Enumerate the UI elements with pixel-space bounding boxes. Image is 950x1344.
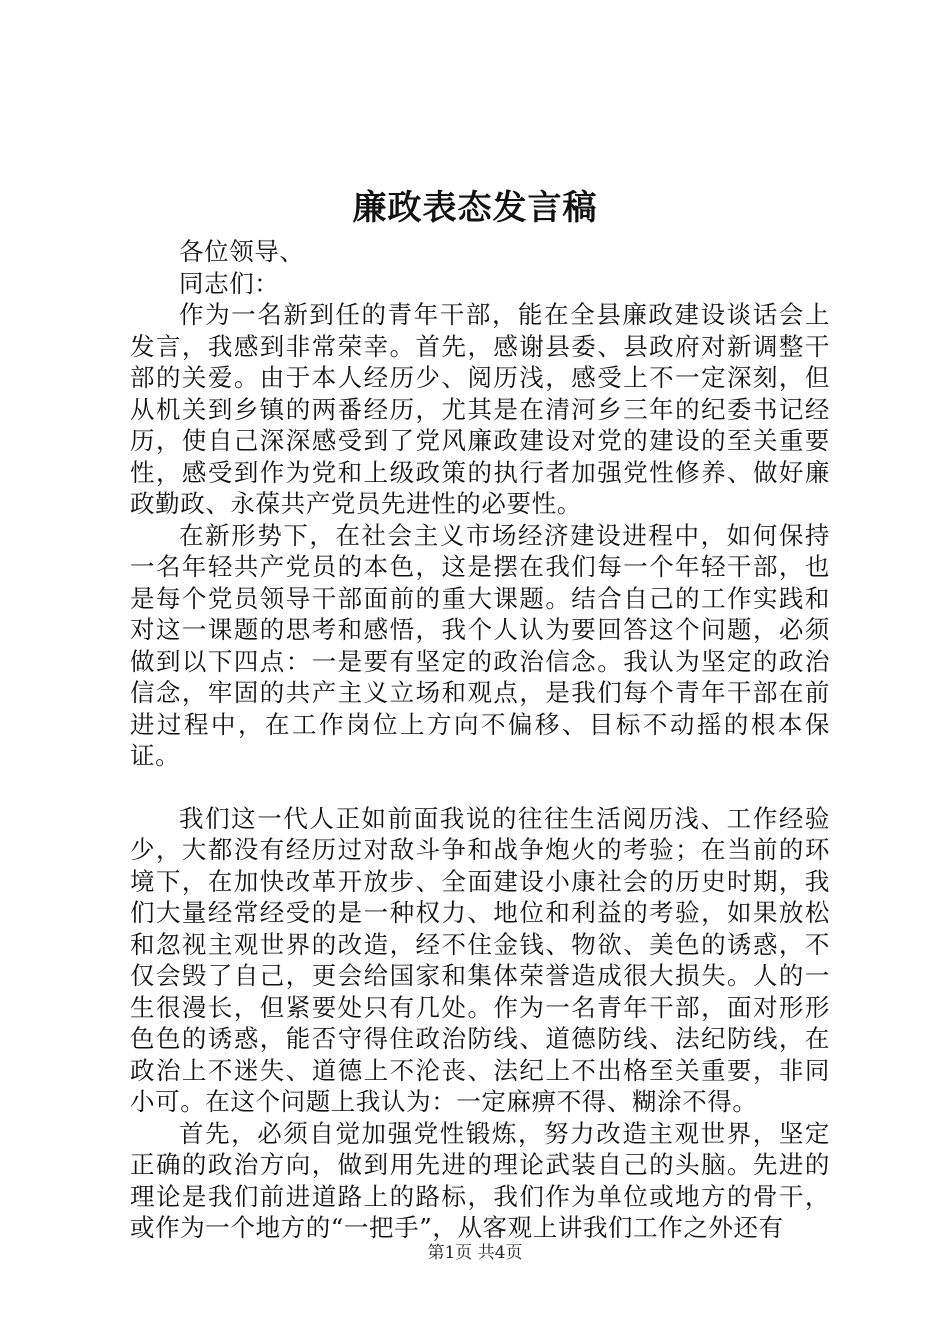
salutation-line: 各位领导、	[179, 237, 305, 266]
page-footer: 第1页 共4页	[427, 1243, 523, 1263]
body-paragraph: 我们这一代人正如前面我说的往往生活阅历浅、工作经验少，大都没有经历过对敌斗争和战争炮火的考验；在当前的环境下，在加快改革开放步、全面建设小康社会的历史时期，我们大量经常经受的是一种权力、地位和利益的考验，如果放松和忽视主观世界的改造，经不住金钱、物欲、美色的诱惑，不仅会毁了自己，更会给国家和集体荣誉造成很大损失。人的一生很漫长，但紧要处只有几处。作为一名青年干部，面对形形色色的诱惑，能否守得住政治防线、道德防线、法纪防线，在政治上不迷失、道德上不沦丧、法纪上不出格至关重要，非同小可。在这个问题上我认为：一定麻痹不得、糊涂不得。	[130, 803, 830, 1116]
body-paragraph: 作为一名新到任的青年干部，能在全县廉政建设谈话会上发言，我感到非常荣幸。首先，感谢县委、县政府对新调整干部的关爱。由于本人经历少、阅历浅，感受上不一定深刻，但从机关到乡镇的两番经历，尤其是在清河乡三年的纪委书记经历，使自己深深感受到了党风廉政建设对党的建设的至关重要性，感受到作为党和上级政策的执行者加强党性修养、做好廉政勤政、永葆共产党员先进性的必要性。	[130, 300, 830, 518]
salutation-line: 同志们：	[179, 268, 280, 298]
body-paragraph: 首先，必须自觉加强党性锻炼，努力改造主观世界，坚定正确的政治方向，做到用先进的理论武装自己的头脑。先进的理论是我们前进道路上的路标，我们作为单位或地方的骨干，或作为一个地方的“一把手”，从客观上讲我们工作之外还有	[130, 1118, 830, 1242]
body-paragraph: 在新形势下，在社会主义市场经济建设进程中，如何保持一名年轻共产党员的本色，这是摆在我们每一个年轻干部，也是每个党员领导干部面前的重大课题。结合自己的工作实践和对这一课题的思考和感悟，我个人认为要回答这个问题，必须做到以下四点：一是要有坚定的政治信念。我认为坚定的政治信念，牢固的共产主义立场和观点，是我们每个青年干部在前进过程中，在工作岗位上方向不偏移、目标不动摇的根本保证。	[130, 520, 830, 770]
document-title: 廉政表态发言稿	[352, 188, 598, 228]
document-body	[130, 236, 830, 1244]
